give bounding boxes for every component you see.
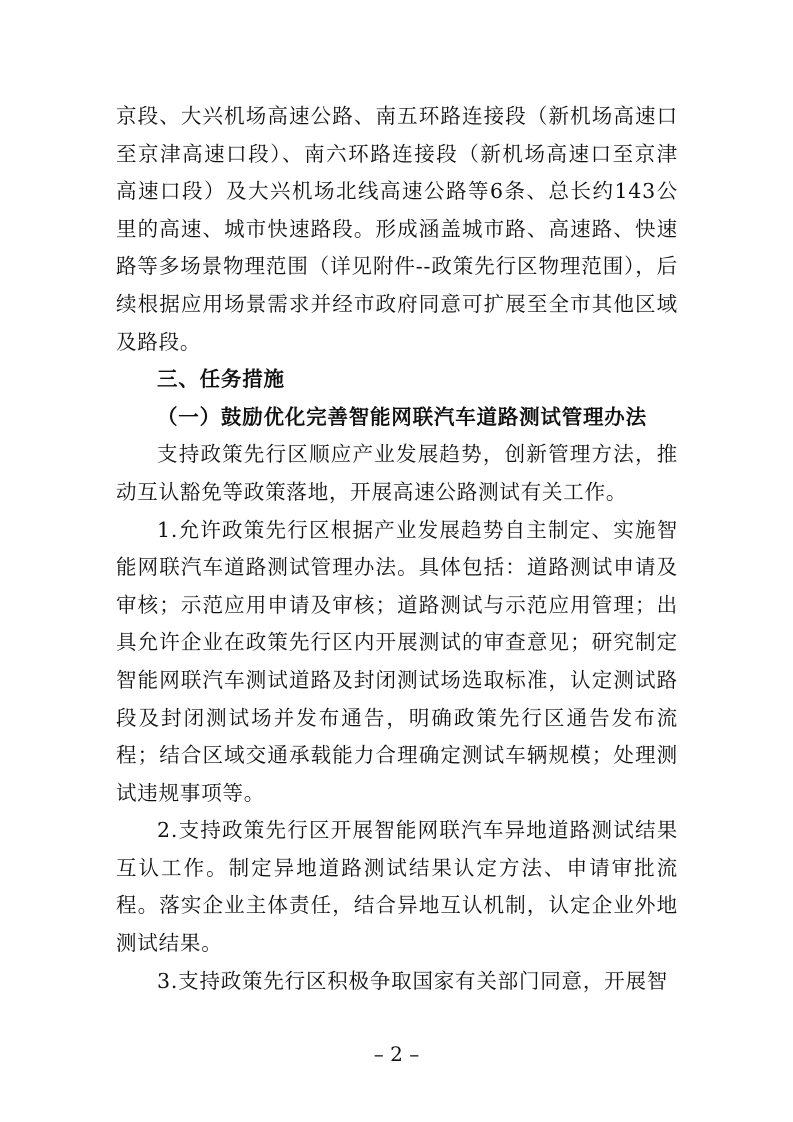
document-body: [116, 98, 678, 1000]
paragraph-item-1: 1.允许政策先行区根据产业发展趋势自主制定、实施智能网联汽车道路测试管理办法。具体包括：道路测试申请及审核；示范应用申请及审核；道路测试与示范应用管理；出具允许企业在政策先行区内开展测试的审查意见；研究制定智能网联汽车测试道路及封闭测试场选取标准，认定测试路段及封闭测试场并发布通告，明确政策先行区通告发布流程；结合区域交通承载能力合理确定测试车辆规模；处理测试违规事项等。: [116, 517, 678, 805]
paragraph-scope: 京段、大兴机场高速公路、南五环路连接段（新机场高速口至京津高速口段）、南六环路连接段（新机场高速口至京津高速口段）及大兴机场北线高速公路等6条、总长约143公里的高速、城市快速路段。形成涵盖城市路、高速路、快速路等多场景物理范围（详见附件--政策先行区物理范围），后续根据应用场景需求并经市政府同意可扩展至全市其他区域及路段。: [116, 104, 678, 354]
paragraph-intro: 支持政策先行区顺应产业发展趋势，创新管理方法，推动互认豁免等政策落地，开展高速公路测试有关工作。: [116, 442, 678, 504]
page-number: – 2 –: [373, 1042, 420, 1066]
section-heading-tasks: 三、任务措施: [157, 367, 285, 392]
paragraph-item-3: 3.支持政策先行区积极争取国家有关部门同意，开展智: [157, 968, 669, 993]
paragraph-item-2: 2.支持政策先行区开展智能网联汽车异地道路测试结果互认工作。制定异地道路测试结果认定方法、申请审批流程。落实企业主体责任，结合异地互认机制，认定企业外地测试结果。: [116, 818, 678, 956]
subsection-heading-1: （一）鼓励优化完善智能网联汽车道路测试管理办法: [157, 404, 647, 429]
